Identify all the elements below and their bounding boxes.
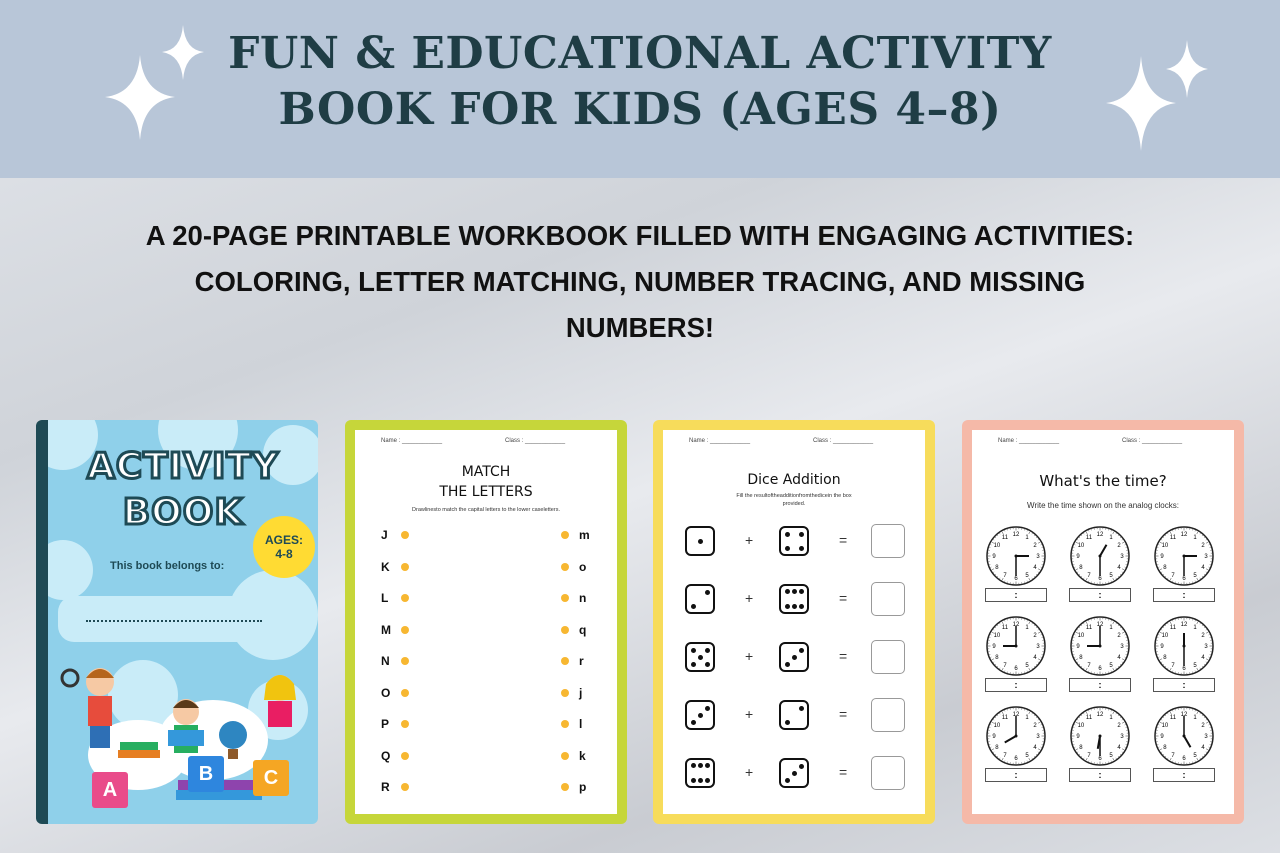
pip	[698, 539, 703, 544]
match-dot[interactable]	[401, 531, 409, 539]
pip	[799, 589, 804, 594]
match-dot[interactable]	[401, 752, 409, 760]
clock-numeral: 3	[1120, 644, 1124, 650]
clock-numeral: 10	[993, 543, 1001, 549]
answer-box[interactable]	[871, 524, 905, 558]
clock-numeral: 9	[992, 734, 996, 740]
clock-numeral: 11	[1085, 714, 1093, 721]
match-dot[interactable]	[561, 657, 569, 665]
clock-numeral: 9	[992, 554, 996, 560]
pip	[799, 648, 804, 653]
answer-box[interactable]	[871, 640, 905, 674]
capital-letter: P	[381, 717, 390, 731]
plus-sign: +	[745, 706, 754, 722]
clock-numeral: 4	[1201, 655, 1205, 661]
clock-numeral: 1	[1025, 534, 1029, 541]
match-dot[interactable]	[401, 563, 409, 571]
equals-sign: =	[839, 706, 848, 722]
clock-numeral: 10	[993, 723, 1001, 729]
pip	[705, 778, 710, 783]
clock-numeral: 4	[1201, 745, 1205, 751]
letter-block: C	[253, 760, 289, 796]
lowercase-letter: k	[579, 748, 586, 763]
clock-numeral: 2	[1201, 723, 1205, 729]
pip	[799, 706, 804, 711]
clock-numeral: 2	[1033, 723, 1037, 729]
clock-numeral: 6	[1014, 756, 1018, 762]
analog-clock	[1154, 616, 1214, 676]
capital-letter: R	[381, 780, 390, 794]
time-answer-box[interactable]: :	[985, 588, 1047, 602]
pip	[691, 648, 696, 653]
time-answer-box[interactable]: :	[985, 678, 1047, 692]
clock-numeral: 1	[1109, 624, 1113, 631]
analog-clock	[1070, 616, 1130, 676]
clock-numeral: 7	[1003, 753, 1007, 760]
answer-box[interactable]	[871, 756, 905, 790]
lowercase-letter: r	[579, 654, 584, 668]
title-line: BOOK FOR KIDS (AGES 4–8)	[278, 84, 1002, 135]
pip	[785, 546, 790, 551]
clock-numeral: 8	[1163, 745, 1167, 751]
clock-numeral: 7	[1087, 573, 1091, 580]
name-plate	[58, 596, 262, 642]
match-dot[interactable]	[561, 720, 569, 728]
plus-sign: +	[745, 532, 754, 548]
clock-numeral: 10	[1161, 633, 1169, 639]
ages-badge	[253, 516, 315, 578]
clock-numeral: 5	[1025, 573, 1029, 580]
pip	[691, 720, 696, 725]
equals-sign: =	[839, 532, 848, 548]
lowercase-letter: n	[579, 591, 587, 605]
pip	[705, 662, 710, 667]
lowercase-letter: j	[579, 685, 583, 700]
clock-numeral: 9	[1160, 554, 1164, 560]
clock-numeral: 7	[1003, 573, 1007, 580]
clock-numeral: 11	[1085, 534, 1093, 541]
answer-box[interactable]	[871, 582, 905, 616]
sheet-instruction: Write the time shown on the analog clocks:	[1027, 501, 1179, 510]
clock-numeral: 1	[1109, 714, 1113, 721]
clock-numeral: 5	[1109, 573, 1113, 580]
clock-numeral: 1	[1025, 624, 1029, 631]
clock-numeral: 7	[1171, 753, 1175, 760]
capital-letter: L	[381, 591, 389, 605]
clock-numeral: 6	[1014, 666, 1018, 672]
title-line: THE LETTERS	[439, 484, 533, 500]
clock-numeral: 2	[1033, 633, 1037, 639]
plus-sign: +	[745, 764, 754, 780]
die-face	[779, 584, 809, 614]
clock-numeral: 1	[1193, 534, 1197, 541]
sheet-title: Dice Addition	[747, 472, 841, 488]
lowercase-letter: m	[579, 528, 590, 542]
pip	[792, 655, 797, 660]
clock-numeral: 5	[1025, 663, 1029, 670]
clock-numeral: 5	[1193, 573, 1197, 580]
pip	[705, 763, 710, 768]
clock-numeral: 10	[1077, 633, 1085, 639]
cover-title: BOOK	[122, 492, 244, 533]
die-face	[779, 758, 809, 788]
belongs-label: This book belongs to:	[110, 560, 225, 572]
time-answer-box[interactable]: :	[1069, 678, 1131, 692]
pip	[799, 764, 804, 769]
lowercase-letter: p	[579, 780, 587, 794]
match-dot[interactable]	[561, 783, 569, 791]
match-dot[interactable]	[561, 563, 569, 571]
clock-numeral: 2	[1117, 723, 1121, 729]
clock-numeral: 8	[1163, 655, 1167, 661]
clock-numeral: 12	[1096, 712, 1104, 718]
clock-numeral: 11	[1001, 714, 1009, 721]
clock-numeral: 1	[1025, 714, 1029, 721]
cover-title: ACTIVITY	[86, 446, 280, 487]
match-dot[interactable]	[401, 657, 409, 665]
equals-sign: =	[839, 590, 848, 606]
analog-clock	[1154, 706, 1214, 766]
clock-numeral: 8	[1079, 745, 1083, 751]
match-dot[interactable]	[401, 720, 409, 728]
die-face	[685, 584, 715, 614]
match-dot[interactable]	[561, 626, 569, 634]
clock-numeral: 11	[1169, 624, 1177, 631]
match-dot[interactable]	[401, 689, 409, 697]
pip	[691, 763, 696, 768]
clock-numeral: 5	[1109, 663, 1113, 670]
analog-clock	[986, 616, 1046, 676]
time-answer-box[interactable]: :	[985, 768, 1047, 782]
pip	[691, 604, 696, 609]
pip	[785, 778, 790, 783]
clock-numeral: 5	[1025, 753, 1029, 760]
time-answer-box[interactable]: :	[1069, 768, 1131, 782]
lowercase-letter: q	[579, 622, 587, 637]
pip	[792, 604, 797, 609]
class-field-label: Class : ____________	[813, 438, 874, 444]
clock-numeral: 3	[1036, 644, 1040, 650]
capital-letter: O	[381, 685, 391, 700]
clock-numeral: 3	[1204, 554, 1208, 560]
die-face	[779, 700, 809, 730]
clock-numeral: 9	[992, 644, 996, 650]
ages-value: 4-8	[275, 547, 293, 561]
plus-sign: +	[745, 648, 754, 664]
clock-numeral: 2	[1033, 543, 1037, 549]
subtitle-line: COLORING, LETTER MATCHING, NUMBER TRACING, AND MISSING	[194, 266, 1086, 297]
title-line: FUN & EDUCATIONAL ACTIVITY	[228, 28, 1052, 79]
clock-numeral: 6	[1098, 576, 1102, 582]
clock-numeral: 12	[1012, 622, 1020, 628]
match-dot[interactable]	[401, 594, 409, 602]
clock-numeral: 11	[1169, 714, 1177, 721]
clock-reading-preview	[962, 420, 1244, 824]
clock-numeral: 5	[1109, 753, 1113, 760]
worksheet-page	[663, 430, 925, 814]
match-dot[interactable]	[401, 626, 409, 634]
clock-numeral: 9	[1076, 554, 1080, 560]
analog-clock	[1070, 706, 1130, 766]
match-letters-preview	[345, 420, 627, 824]
clock-numeral: 5	[1193, 663, 1197, 670]
worksheet-page	[972, 430, 1234, 814]
clock-numeral: 1	[1193, 624, 1197, 631]
instruction-line: Fill the resultoftheadditionfromthedicein the box	[736, 493, 852, 499]
equals-sign: =	[839, 648, 848, 664]
capital-letter: J	[381, 528, 388, 542]
clock-numeral: 10	[1161, 543, 1169, 549]
pip	[799, 546, 804, 551]
clock-numeral: 12	[1180, 622, 1188, 628]
clock-numeral: 8	[1079, 655, 1083, 661]
clock-numeral: 6	[1182, 756, 1186, 762]
clock-numeral: 3	[1204, 644, 1208, 650]
clock-numeral: 10	[1161, 723, 1169, 729]
die-face	[685, 758, 715, 788]
match-dot[interactable]	[561, 752, 569, 760]
clock-numeral: 4	[1117, 565, 1121, 571]
sheet-instruction	[671, 492, 917, 508]
pip	[698, 655, 703, 660]
clock-numeral: 7	[1171, 663, 1175, 670]
pip	[785, 604, 790, 609]
sheet-title: What's the time?	[1039, 472, 1167, 490]
page-subtitle	[60, 213, 1220, 351]
die-face	[685, 700, 715, 730]
name-field-label: Name : ____________	[998, 438, 1060, 444]
clock-numeral: 4	[1201, 565, 1205, 571]
clock-numeral: 6	[1182, 576, 1186, 582]
clock-numeral: 11	[1085, 624, 1093, 631]
cover-preview	[36, 420, 318, 824]
time-answer-box[interactable]: :	[1069, 588, 1131, 602]
title-line: MATCH	[461, 464, 511, 480]
class-field-label: Class : ____________	[505, 438, 566, 444]
answer-box[interactable]	[871, 698, 905, 732]
pip	[792, 589, 797, 594]
die-face	[779, 642, 809, 672]
pip	[705, 590, 710, 595]
clock-numeral: 3	[1204, 734, 1208, 740]
sheet-title	[355, 462, 617, 502]
clock-numeral: 10	[993, 633, 1001, 639]
clock-numeral: 3	[1120, 554, 1124, 560]
analog-clock	[986, 526, 1046, 586]
clock-numeral: 1	[1193, 714, 1197, 721]
lowercase-letter: o	[579, 559, 587, 574]
pip	[785, 662, 790, 667]
clock-numeral: 4	[1033, 655, 1037, 661]
clock-numeral: 10	[1077, 543, 1085, 549]
clock-numeral: 1	[1109, 534, 1113, 541]
clock-numeral: 12	[1012, 532, 1020, 538]
clock-numeral: 3	[1036, 554, 1040, 560]
clock-numeral: 3	[1036, 734, 1040, 740]
match-dot[interactable]	[401, 783, 409, 791]
analog-clock	[986, 706, 1046, 766]
clock-numeral: 12	[1180, 712, 1188, 718]
name-line	[86, 620, 262, 622]
clock-numeral: 11	[1169, 534, 1177, 541]
clock-numeral: 10	[1077, 723, 1085, 729]
capital-letter: N	[381, 654, 390, 668]
analog-clock	[1070, 526, 1130, 586]
die-face	[685, 642, 715, 672]
die-face	[685, 526, 715, 556]
clock-numeral: 12	[1096, 532, 1104, 538]
pip	[799, 604, 804, 609]
clock-numeral: 6	[1182, 666, 1186, 672]
clock-numeral: 2	[1201, 633, 1205, 639]
name-field-label: Name : ____________	[381, 438, 443, 444]
pip	[698, 778, 703, 783]
pip	[698, 763, 703, 768]
pip	[792, 771, 797, 776]
analog-clock	[1154, 526, 1214, 586]
clock-numeral: 9	[1076, 734, 1080, 740]
bubble	[36, 540, 93, 600]
pip	[705, 706, 710, 711]
clock-numeral: 2	[1201, 543, 1205, 549]
clock-numeral: 6	[1098, 666, 1102, 672]
clock-numeral: 4	[1033, 745, 1037, 751]
equals-sign: =	[839, 764, 848, 780]
clock-numeral: 3	[1120, 734, 1124, 740]
capital-letter: M	[381, 622, 391, 637]
instruction-line: provided.	[782, 501, 806, 507]
clock-numeral: 9	[1076, 644, 1080, 650]
clock-numeral: 8	[995, 655, 999, 661]
clock-numeral: 2	[1117, 543, 1121, 549]
pip	[799, 532, 804, 537]
time-answer-box[interactable]: :	[1153, 678, 1215, 692]
lowercase-letter: l	[579, 717, 583, 731]
pip	[691, 778, 696, 783]
class-field-label: Class : ____________	[1122, 438, 1183, 444]
clock-numeral: 12	[1180, 532, 1188, 538]
clock-numeral: 7	[1171, 573, 1175, 580]
letter-block: B	[188, 756, 224, 792]
clock-numeral: 9	[1160, 734, 1164, 740]
clock-numeral: 4	[1033, 565, 1037, 571]
clock-numeral: 7	[1003, 663, 1007, 670]
pip	[698, 713, 703, 718]
pip	[705, 648, 710, 653]
pip	[785, 720, 790, 725]
clock-numeral: 7	[1087, 753, 1091, 760]
clock-numeral: 8	[995, 745, 999, 751]
clock-numeral: 4	[1117, 745, 1121, 751]
subtitle-line: NUMBERS!	[565, 312, 715, 343]
clock-numeral: 8	[1079, 565, 1083, 571]
clock-numeral: 2	[1117, 633, 1121, 639]
clock-numeral: 12	[1012, 712, 1020, 718]
pip	[785, 589, 790, 594]
pip	[785, 532, 790, 537]
letter-block: A	[92, 772, 128, 808]
clock-numeral: 6	[1014, 576, 1018, 582]
sheet-instruction: Drawlinesto match the capital letters to the lower caseletters.	[412, 507, 560, 513]
page-title	[0, 26, 1280, 138]
match-dot[interactable]	[561, 689, 569, 697]
clock-numeral: 8	[995, 565, 999, 571]
time-answer-box[interactable]: :	[1153, 588, 1215, 602]
pip	[691, 662, 696, 667]
capital-letter: K	[381, 559, 390, 574]
clock-numeral: 7	[1087, 663, 1091, 670]
ages-label: AGES:	[264, 533, 303, 547]
worksheet-page	[355, 430, 617, 814]
dice-addition-preview	[653, 420, 935, 824]
clock-numeral: 11	[1001, 534, 1009, 541]
clock-numeral: 8	[1163, 565, 1167, 571]
time-answer-box[interactable]: :	[1153, 768, 1215, 782]
match-dot[interactable]	[561, 531, 569, 539]
subtitle-line: A 20-PAGE PRINTABLE WORKBOOK FILLED WITH ENGAGING ACTIVITIES:	[145, 220, 1135, 251]
plus-sign: +	[745, 590, 754, 606]
die-face	[779, 526, 809, 556]
name-field-label: Name : ____________	[689, 438, 751, 444]
capital-letter: Q	[381, 748, 391, 763]
clock-numeral: 5	[1193, 753, 1197, 760]
clock-numeral: 12	[1096, 622, 1104, 628]
clock-numeral: 4	[1117, 655, 1121, 661]
clock-numeral: 9	[1160, 644, 1164, 650]
clock-numeral: 11	[1001, 624, 1009, 631]
match-dot[interactable]	[561, 594, 569, 602]
clock-numeral: 6	[1098, 756, 1102, 762]
